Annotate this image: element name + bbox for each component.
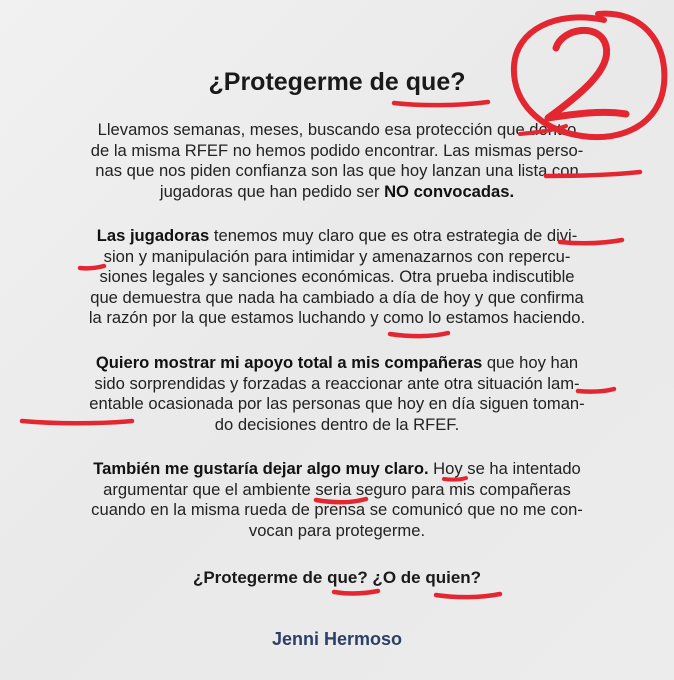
p2-line-1-text: tenemos muy claro que es otra estrategia de divi- (209, 226, 578, 245)
p2-line-5: la razón por la que estamos luchando y como lo estamos haciendo. (88, 308, 586, 327)
paragraph-2 (40, 226, 634, 329)
paragraph-4 (40, 459, 634, 541)
p3-line-3: entable ocasionada por las personas que hoy en día siguen toman- (89, 394, 585, 413)
p1-line-4-text: jugadoras que han pedido ser (159, 181, 385, 201)
closing-question: ¿Protegerme de que? ¿O de quien? (192, 568, 482, 587)
p1-line-2: de la misma RFEF no hemos podido encontrar. Las mismas perso- (90, 140, 584, 160)
p2-line-3: siones legales y sanciones económicas. Otra prueba indiscutible (99, 267, 575, 286)
paragraph-3 (40, 353, 634, 435)
p4-line-4: vocan para protegerme. (248, 520, 426, 540)
p2-line-1 (40, 226, 634, 247)
p4-line-1-text: Hoy se ha intentado (428, 459, 581, 478)
p4-line-2: argumentar que el ambiente seria seguro para mis compañeras (103, 479, 571, 499)
underline-quien (436, 594, 500, 597)
signature: Jenni Hermoso (271, 629, 403, 649)
p2-line-4: que demuestra que nada ha cambiado a día de hoy y que confirma (90, 287, 584, 307)
p1-line-4 (40, 182, 634, 203)
p2-line-2: sion y manipulación para intimidar y amenazarnos con repercu- (103, 246, 571, 266)
underline-como (390, 333, 448, 336)
p3-line-1-bold: Quiero mostrar mi apoyo total a mis compañeras (95, 353, 483, 372)
p1-line-3: nas que nos piden confianza son las que hoy lanzan una lista con (95, 161, 579, 180)
p3-line-1 (40, 353, 634, 374)
p2-line-1-bold: Las jugadoras (96, 226, 210, 245)
underline-que-question (334, 591, 378, 593)
paragraph-1 (40, 120, 634, 202)
p4-line-3: cuando en la misma rueda de prensa se comunicó que no me con- (91, 500, 583, 519)
p1-line-1: Llevamos semanas, meses, buscando esa protección que dentro (97, 120, 577, 139)
p3-line-2: sido sorprendidas y forzadas a reaccionar ante otra situación lam- (94, 373, 580, 393)
statement-title: ¿Protegerme de que? (208, 68, 466, 96)
underline-de-que (394, 102, 488, 105)
p1-line-4-bold: NO convocadas. (384, 181, 515, 201)
p4-line-1-bold: También me gustaría dejar algo muy claro. (93, 459, 429, 478)
p3-line-4: do decisiones dentro de la RFEF. (214, 414, 460, 434)
p4-line-1 (40, 459, 634, 480)
p3-line-1-text: que hoy han (482, 353, 579, 372)
